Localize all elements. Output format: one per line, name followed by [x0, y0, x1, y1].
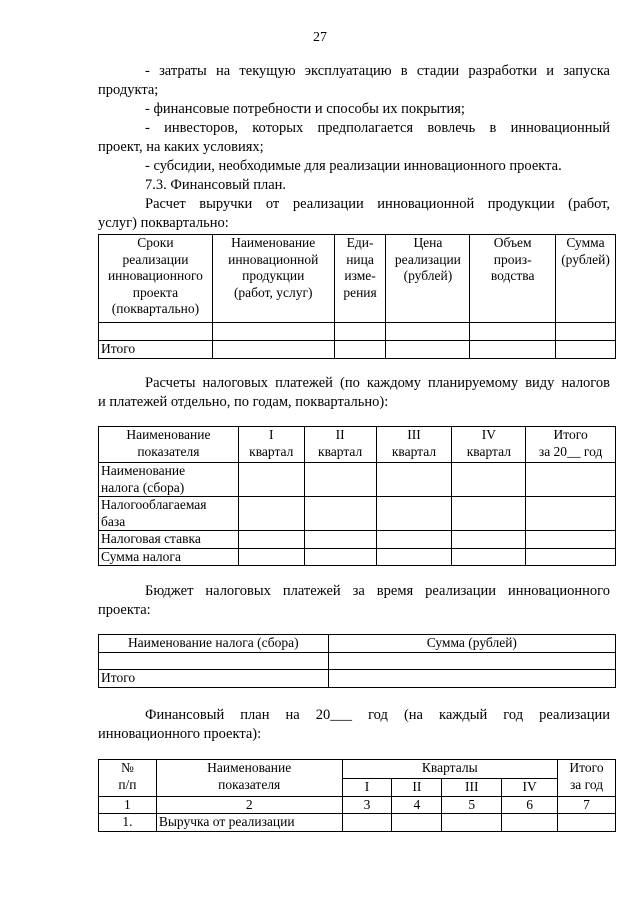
header-cell-q1: I квартал — [238, 427, 304, 463]
header-cell-amount: Сумма (рублей) — [328, 635, 615, 653]
revenue-table — [98, 234, 616, 359]
total-label: Итого — [99, 341, 213, 359]
table-row: Сумма налога — [99, 548, 616, 566]
header-cell-indicator: Наименование показателя — [156, 760, 342, 797]
header-cell-q2: II — [392, 779, 442, 797]
table-total-row — [99, 341, 616, 359]
table-row — [99, 323, 616, 341]
header-cell-period: Сроки реализации инновационного проекта (поквартально) — [99, 235, 213, 323]
text-line: проект, на каких условиях; — [98, 139, 264, 155]
text-line: услуг) поквартально: — [98, 215, 229, 231]
text-line: Бюджет налоговых платежей за время реализации инновационного — [145, 583, 610, 599]
text-line: проекта: — [98, 602, 151, 618]
table-row: Налогооблагаемая база — [99, 497, 616, 531]
header-cell-q2: II квартал — [304, 427, 376, 463]
text-line: Финансовый план на 20___ год (на каждый год реализации — [145, 707, 610, 723]
table-header-row — [99, 427, 616, 463]
text-line: продукта; — [98, 82, 159, 98]
table-row: Наименование налога (сбора) — [99, 463, 616, 497]
header-cell-year-total: Итого за 20__ год — [526, 427, 616, 463]
column-number-row: 1 2 3 4 5 6 7 — [99, 796, 616, 814]
text-line: Расчеты налоговых платежей (по каждому планируемому виду налогов — [145, 375, 610, 391]
header-cell-sum: Сумма (рублей) — [556, 235, 616, 323]
header-cell-number: № п/п — [99, 760, 157, 797]
table-header-row — [99, 235, 616, 323]
header-cell-unit: Еди- ница изме- рения — [334, 235, 386, 323]
header-cell-q3: III квартал — [376, 427, 452, 463]
header-cell-q4: IV квартал — [452, 427, 526, 463]
table-header-row — [99, 635, 616, 653]
tax-payments-table — [98, 426, 616, 566]
tax-budget-table — [98, 634, 616, 688]
header-cell-indicator: Наименование показателя — [99, 427, 239, 463]
page-number: 27 — [313, 30, 327, 45]
financial-plan-table — [98, 759, 616, 832]
header-cell-volume: Объем произ- водства — [470, 235, 556, 323]
header-cell-q3: III — [442, 779, 502, 797]
text-line: и платежей отдельно, по годам, поквартально): — [98, 394, 389, 410]
text-line: - затраты на текущую эксплуатацию в стадии разработки и запуска — [145, 63, 610, 79]
text-line: - инвесторов, которых предполагается вовлечь в инновационный — [145, 120, 610, 136]
table-row — [99, 653, 616, 670]
header-cell-year-total: Итого за год — [558, 760, 616, 797]
header-cell-tax-name: Наименование налога (сбора) — [99, 635, 329, 653]
section-heading: 7.3. Финансовый план. — [145, 177, 287, 193]
header-cell-quarters: Кварталы — [342, 760, 557, 779]
text-line: Расчет выручки от реализации инновационной продукции (работ, — [145, 196, 610, 212]
table-total-row — [99, 670, 616, 688]
header-cell-q1: I — [342, 779, 392, 797]
total-label: Итого — [99, 670, 329, 688]
text-line: - субсидии, необходимые для реализации инновационного проекта. — [145, 158, 562, 174]
text-line: инновационного проекта): — [98, 726, 262, 742]
header-cell-q4: IV — [502, 779, 558, 797]
table-row: Налоговая ставка — [99, 531, 616, 549]
table-row: 1. Выручка от реализации — [99, 814, 616, 832]
table-header-row — [99, 760, 616, 779]
header-cell-product: Наименование инновационной продукции (работ, услуг) — [212, 235, 334, 323]
header-cell-price: Цена реализации (рублей) — [386, 235, 470, 323]
text-line: - финансовые потребности и способы их покрытия; — [145, 101, 465, 117]
